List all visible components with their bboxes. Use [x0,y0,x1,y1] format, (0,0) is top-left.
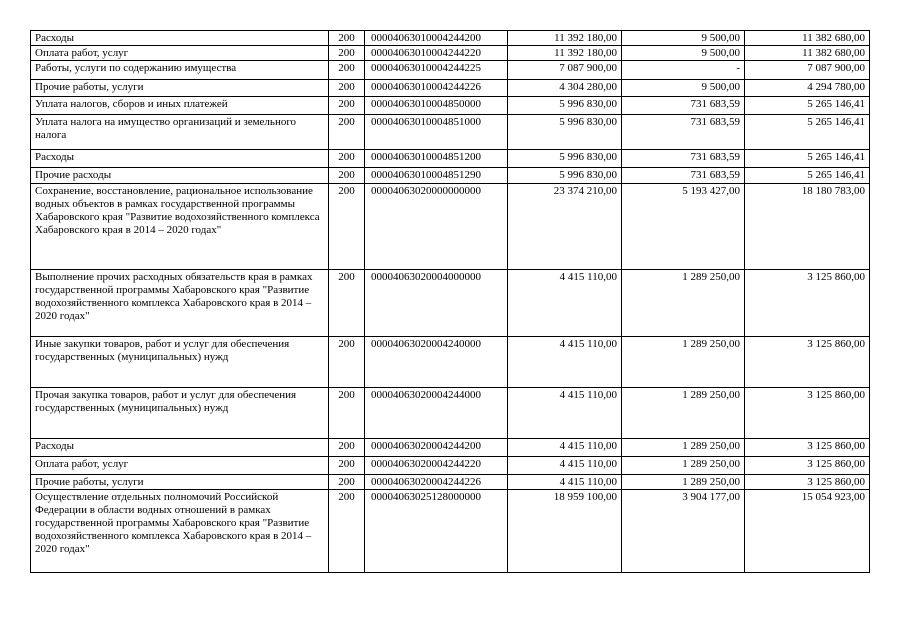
row-kbk: 00004063010004244225 [365,61,508,80]
table-row [31,61,870,80]
row-done: 3 904 177,00 [622,490,745,573]
row-code: 200 [329,150,365,168]
table-row [31,457,870,475]
row-kbk: 00004063010004851000 [365,115,508,150]
row-rest: 3 125 860,00 [745,337,870,388]
row-name: Расходы [31,150,329,168]
row-done: 1 289 250,00 [622,337,745,388]
table-row [31,270,870,337]
row-kbk: 00004063025128000000 [365,490,508,573]
table-row [31,97,870,115]
row-code: 200 [329,337,365,388]
row-done: 9 500,00 [622,31,745,46]
row-code: 200 [329,439,365,457]
table-row [31,46,870,61]
table-row [31,490,870,573]
row-name: Прочие работы, услуги [31,475,329,490]
row-done: 5 193 427,00 [622,184,745,270]
row-name: Уплата налогов, сборов и иных платежей [31,97,329,115]
row-plan: 11 392 180,00 [508,31,622,46]
row-kbk: 00004063010004244226 [365,80,508,97]
row-rest: 18 180 783,00 [745,184,870,270]
row-code: 200 [329,388,365,439]
row-kbk: 00004063010004244200 [365,31,508,46]
row-rest: 3 125 860,00 [745,270,870,337]
row-code: 200 [329,168,365,184]
row-plan: 18 959 100,00 [508,490,622,573]
row-plan: 4 415 110,00 [508,388,622,439]
row-code: 200 [329,80,365,97]
row-done: 731 683,59 [622,115,745,150]
row-code: 200 [329,490,365,573]
row-name: Прочие работы, услуги [31,80,329,97]
row-rest: 3 125 860,00 [745,439,870,457]
row-done: 1 289 250,00 [622,439,745,457]
row-name: Расходы [31,31,329,46]
row-kbk: 00004063020004244200 [365,439,508,457]
row-code: 200 [329,457,365,475]
row-done: 731 683,59 [622,97,745,115]
row-name: Оплата работ, услуг [31,457,329,475]
row-code: 200 [329,31,365,46]
row-kbk: 00004063020004240000 [365,337,508,388]
row-plan: 4 415 110,00 [508,457,622,475]
row-rest: 5 265 146,41 [745,97,870,115]
row-rest: 5 265 146,41 [745,168,870,184]
table-row [31,168,870,184]
row-name: Оплата работ, услуг [31,46,329,61]
row-name: Сохранение, восстановление, рациональное использование водных объектов в рамках государственной программы Хабаровского края "Развитие водохозяйственного комплекса Хабаровского края в 2014 – 2020 годах" [31,184,329,270]
table-row [31,184,870,270]
row-kbk: 00004063020000000000 [365,184,508,270]
row-plan: 23 374 210,00 [508,184,622,270]
table-row [31,337,870,388]
row-kbk: 00004063010004850000 [365,97,508,115]
row-rest: 3 125 860,00 [745,388,870,439]
row-kbk: 00004063020004244000 [365,388,508,439]
row-rest: 3 125 860,00 [745,475,870,490]
row-name: Иные закупки товаров, работ и услуг для обеспечения государственных (муниципальных) нужд [31,337,329,388]
row-done: 731 683,59 [622,150,745,168]
row-rest: 15 054 923,00 [745,490,870,573]
row-plan: 7 087 900,00 [508,61,622,80]
table-row [31,115,870,150]
budget-table [30,30,870,573]
row-done: 731 683,59 [622,168,745,184]
row-kbk: 00004063010004244220 [365,46,508,61]
row-name: Прочие расходы [31,168,329,184]
row-kbk: 00004063020004244226 [365,475,508,490]
row-plan: 5 996 830,00 [508,97,622,115]
row-plan: 4 415 110,00 [508,270,622,337]
row-rest: 7 087 900,00 [745,61,870,80]
row-code: 200 [329,61,365,80]
row-code: 200 [329,46,365,61]
row-plan: 4 304 280,00 [508,80,622,97]
row-kbk: 00004063010004851290 [365,168,508,184]
row-name: Работы, услуги по содержанию имущества [31,61,329,80]
row-rest: 5 265 146,41 [745,115,870,150]
row-kbk: 00004063020004244220 [365,457,508,475]
row-code: 200 [329,475,365,490]
row-rest: 3 125 860,00 [745,457,870,475]
table-row [31,150,870,168]
row-name: Осуществление отдельных полномочий Российской Федерации в области водных отношений в рамках государственной программы Хабаровского края "Развитие водохозяйственного комплекса Хабаровского края в 2014 – 2020 годах" [31,490,329,573]
row-rest: 5 265 146,41 [745,150,870,168]
row-code: 200 [329,97,365,115]
row-name: Уплата налога на имущество организаций и земельного налога [31,115,329,150]
row-plan: 5 996 830,00 [508,168,622,184]
table-row [31,80,870,97]
row-name: Выполнение прочих расходных обязательств края в рамках государственной программы Хабаровского края "Развитие водохозяйственного комплекса Хабаровского края в 2014 – 2020 годах" [31,270,329,337]
table-row [31,388,870,439]
row-plan: 5 996 830,00 [508,150,622,168]
row-kbk: 00004063010004851200 [365,150,508,168]
row-code: 200 [329,184,365,270]
row-plan: 4 415 110,00 [508,475,622,490]
row-plan: 4 415 110,00 [508,439,622,457]
row-plan: 4 415 110,00 [508,337,622,388]
row-done: 1 289 250,00 [622,270,745,337]
row-code: 200 [329,270,365,337]
table-row [31,31,870,46]
row-plan: 5 996 830,00 [508,115,622,150]
row-done: 1 289 250,00 [622,457,745,475]
row-done: 9 500,00 [622,80,745,97]
row-done: - [622,61,745,80]
row-kbk: 00004063020004000000 [365,270,508,337]
row-rest: 11 382 680,00 [745,46,870,61]
row-name: Расходы [31,439,329,457]
row-code: 200 [329,115,365,150]
table-row [31,475,870,490]
budget-table-body [31,31,870,573]
row-name: Прочая закупка товаров, работ и услуг для обеспечения государственных (муниципальных) нужд [31,388,329,439]
table-row [31,439,870,457]
row-plan: 11 392 180,00 [508,46,622,61]
row-rest: 4 294 780,00 [745,80,870,97]
row-done: 9 500,00 [622,46,745,61]
row-done: 1 289 250,00 [622,475,745,490]
row-done: 1 289 250,00 [622,388,745,439]
row-rest: 11 382 680,00 [745,31,870,46]
